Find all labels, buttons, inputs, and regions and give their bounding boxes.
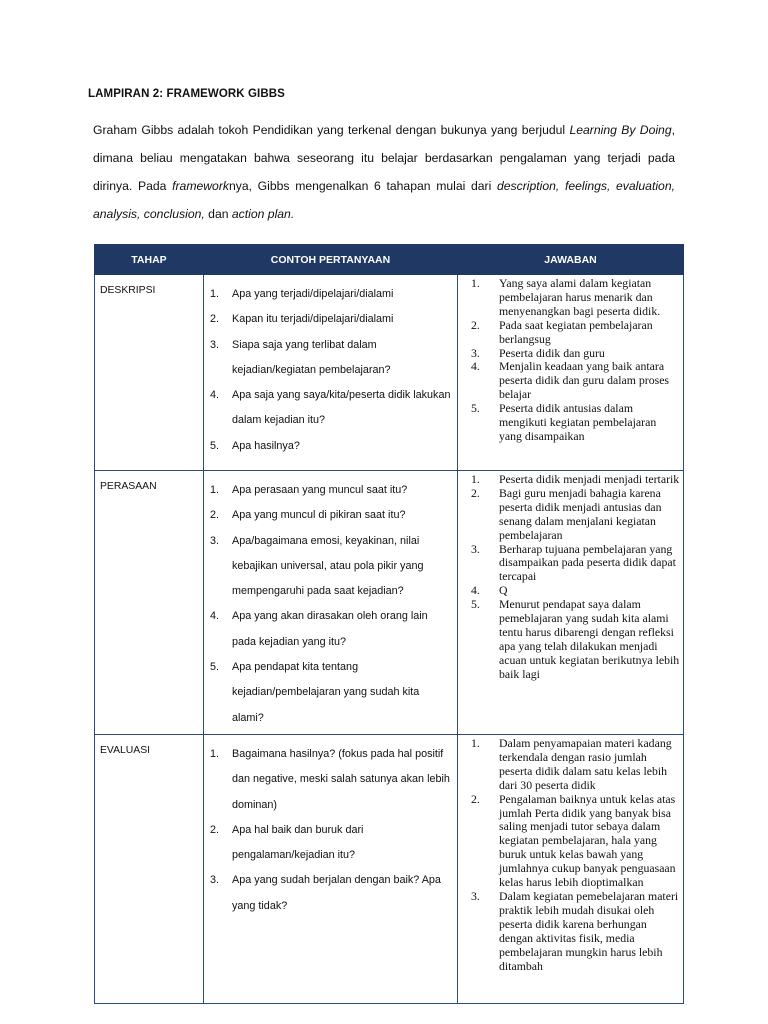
- list-number: 4.: [471, 359, 480, 374]
- question-item: [210, 307, 451, 332]
- answer-list: [458, 735, 683, 973]
- question-text: Apa perasaan yang muncul saat itu?: [232, 484, 408, 496]
- list-number: 4.: [210, 389, 220, 402]
- intro-italic-text: description, feelings, evaluation, analysis, conclusion,: [93, 179, 675, 221]
- list-number: 1.: [210, 288, 220, 300]
- answer-item: [468, 543, 683, 585]
- answer-text: Dalam kegiatan pemebelajaran materi praktik lebih mudah disukai oleh peserta didik karena berhungan dengan aktivitas fisik, media pembelajaran mungkin harus lebih ditambah: [499, 888, 679, 973]
- question-item: [210, 604, 451, 655]
- table-header-row: [95, 245, 684, 275]
- intro-text: dan: [204, 207, 232, 221]
- answers-cell: [458, 735, 684, 1004]
- list-number: 3.: [210, 338, 220, 351]
- answer-item: [468, 402, 683, 444]
- question-text: Apa yang sudah berjalan dengan baik? Apa yang tidak?: [232, 874, 441, 912]
- list-number: 3.: [471, 345, 480, 360]
- list-number: 3.: [210, 874, 220, 887]
- intro-italic-text: Learning By Doing: [569, 123, 672, 137]
- list-number: 2.: [471, 791, 480, 806]
- answer-text: Peserta didik dan guru: [499, 345, 605, 360]
- question-text: Apa yang muncul di pikiran saat itu?: [232, 509, 406, 522]
- answer-text: Peserta didik antusias dalam mengikuti kegiatan pembelajaran yang disampaikan: [499, 401, 657, 443]
- list-number: 2.: [210, 313, 220, 326]
- question-item: [210, 529, 451, 605]
- question-item: [210, 742, 451, 818]
- question-list: [204, 471, 457, 731]
- answer-item: [468, 487, 683, 543]
- answer-text: Menjalin keadaan yang baik antara peserta didik dan guru dalam proses belajar: [499, 359, 670, 402]
- answers-cell: [458, 471, 684, 735]
- question-text: Apa yang terjadi/dipelajari/dialami: [232, 288, 394, 300]
- answer-item: [468, 584, 683, 598]
- list-number: 1.: [471, 736, 480, 750]
- list-number: 4.: [210, 610, 220, 623]
- answer-item: [468, 347, 683, 361]
- question-item: [210, 282, 451, 307]
- list-number: 5.: [471, 597, 480, 612]
- answer-item: [468, 793, 683, 890]
- stage-cell: PERASAAN: [95, 471, 204, 735]
- question-text: Apa hasilnya?: [232, 439, 300, 452]
- answer-item: [468, 890, 683, 973]
- answer-item: [468, 598, 683, 681]
- list-number: 1.: [471, 472, 480, 486]
- list-number: 1.: [210, 484, 220, 496]
- question-list: [204, 275, 457, 459]
- list-number: 3.: [210, 534, 220, 547]
- intro-text: nya, Gibbs mengenalkan 6 tahapan mulai dari: [228, 179, 497, 193]
- question-item: [210, 478, 451, 503]
- question-list: [204, 735, 457, 919]
- answer-item: [468, 360, 683, 402]
- table-row: [95, 735, 684, 1004]
- stage-cell: DESKRIPSI: [95, 275, 204, 471]
- question-item: [210, 868, 451, 919]
- question-item: [210, 818, 451, 869]
- answer-text: Q: [499, 583, 508, 598]
- list-number: 2.: [471, 317, 480, 332]
- answer-text: Yang saya alami dalam kegiatan pembelajaran harus menarik dan menyenangkan bagi peserta didik.: [499, 276, 661, 318]
- answer-text: Pengalaman baiknya untuk kelas atas jumlah Perta didik yang banyak bisa saling menjadi tutor sebaya dalam kegiatan pembelajaran, hala yang buruk untuk kelas bawah yang jumlahnya cukup banyak penguasaan kelas harus lebih dioptimalkan: [499, 791, 676, 890]
- list-number: 3.: [471, 541, 480, 556]
- answer-text: Menurut pendapat saya dalam pemeblajaran yang sudah kita alami tentu harus dibarengi dengan refleksi apa yang telah dilakukan menjadi acuan untuk kegiatan berikutnya lebih baik lagi: [499, 597, 680, 681]
- list-number: 2.: [210, 823, 220, 836]
- questions-cell: [204, 735, 458, 1004]
- answer-item: [468, 473, 683, 487]
- answer-list: [458, 471, 683, 682]
- table-row: [95, 275, 684, 471]
- question-text: Apa saja yang saya/kita/peserta didik lakukan dalam kejadian itu?: [232, 389, 451, 427]
- question-text: Bagaimana hasilnya? (fokus pada hal positif dan negative, meski salah satunya akan lebih dominan): [232, 748, 450, 811]
- list-number: 3.: [471, 888, 480, 903]
- questions-cell: [204, 275, 458, 471]
- question-item: [210, 383, 451, 434]
- questions-cell: [204, 471, 458, 735]
- header-contoh-pertanyaan: CONTOH PERTANYAAN: [204, 245, 458, 275]
- intro-italic-text: action plan.: [231, 207, 295, 221]
- list-number: 1.: [471, 276, 480, 290]
- answer-item: [468, 277, 683, 319]
- question-text: Apa yang akan dirasakan oleh orang lain pada kejadian yang itu?: [232, 610, 428, 648]
- question-item: [210, 503, 451, 528]
- header-jawaban: JAWABAN: [458, 245, 684, 275]
- list-number: 1.: [210, 748, 220, 760]
- answer-list: [458, 275, 683, 444]
- intro-italic-text: framework: [172, 179, 229, 193]
- intro-paragraph: [93, 116, 675, 228]
- page-heading: LAMPIRAN 2: FRAMEWORK GIBBS: [88, 88, 285, 100]
- list-number: 5.: [210, 439, 220, 452]
- question-text: Apa hal baik dan buruk dari pengalaman/kejadian itu?: [232, 823, 364, 862]
- question-text: Apa/bagaimana emosi, keyakinan, nilai kebajikan universal, atau pola pikir yang mempengaruhi pada saat kejadian?: [232, 534, 424, 598]
- answer-text: Berharap tujuana pembelajaran yang disampaikan pada peserta didik dapat tercapai: [499, 541, 676, 584]
- list-number: 2.: [210, 509, 220, 522]
- question-text: Siapa saja yang terlibat dalam kejadian/kegiatan pembelajaran?: [232, 338, 391, 376]
- intro-text: , dimana beliau mengatakan bahwa seseorang itu belajar berdasarkan pengalaman yang terjadi pada dirinya. Pada: [93, 123, 676, 193]
- intro-text: Graham Gibbs adalah tokoh Pendidikan yang terkenal dengan bukunya yang berjudul: [93, 123, 570, 137]
- list-number: 4.: [471, 583, 480, 598]
- list-number: 2.: [471, 485, 480, 500]
- list-number: 5.: [210, 661, 220, 674]
- header-tahap: TAHAP: [95, 245, 204, 275]
- question-text: Kapan itu terjadi/dipelajari/dialami: [232, 313, 394, 326]
- question-item: [210, 655, 451, 731]
- answer-text: Bagi guru menjadi bahagia karena peserta didik menjadi antusias dan senang dalam menjalani kegiatan pembelajaran: [499, 485, 662, 542]
- answer-item: [468, 737, 683, 793]
- answer-text: Pada saat kegiatan pembelajaran berlangsug: [499, 317, 653, 346]
- answer-text: Dalam penyamapaian materi kadang terkendala dengan rasio jumlah peserta didik dalam satu kelas lebih dari 30 peserta didik: [499, 736, 672, 792]
- answers-cell: [458, 275, 684, 471]
- stage-cell: EVALUASI: [95, 735, 204, 1004]
- answer-item: [468, 319, 683, 347]
- question-text: Apa pendapat kita tentang kejadian/pembelajaran yang sudah kita alami?: [232, 661, 420, 724]
- question-item: [210, 434, 451, 459]
- table-row: [95, 471, 684, 735]
- question-item: [210, 333, 451, 384]
- list-number: 5.: [471, 401, 480, 416]
- gibbs-framework-table: [94, 244, 684, 1004]
- answer-text: Peserta didik menjadi menjadi tertarik: [499, 472, 680, 486]
